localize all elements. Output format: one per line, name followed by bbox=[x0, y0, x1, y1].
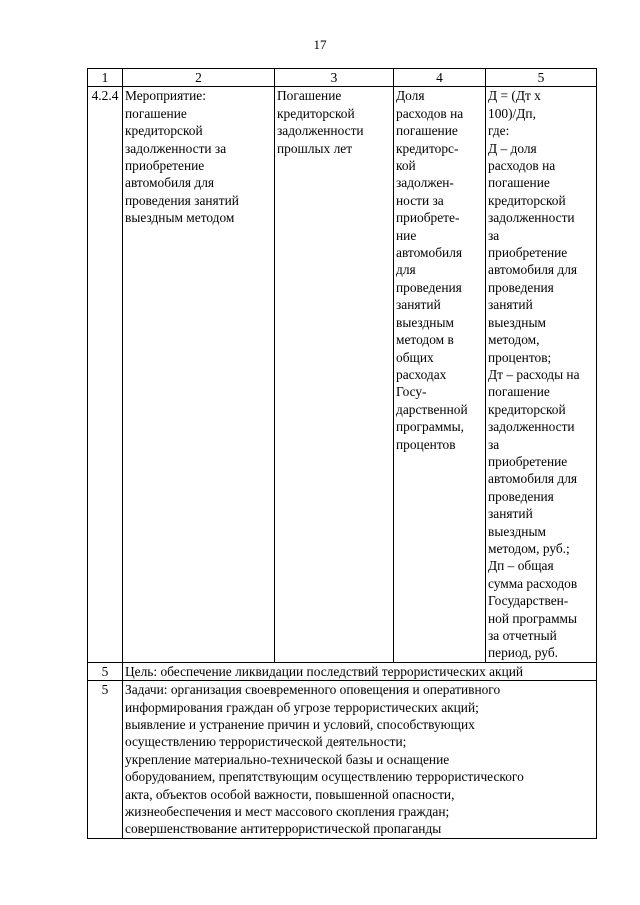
table-row-4-2-4 bbox=[88, 87, 597, 662]
indicator-definition-cell: Доля расходов на погашение кредиторс- кой задолжен- ности за приобрете- ние автомобиля для проведения занятий выездным методом в общих расходах Госу- дарственной программы, процентов bbox=[394, 87, 486, 662]
goal-text-cell: Цель: обеспечение ликвидации последствий террористических акций bbox=[123, 662, 597, 680]
page-number: 17 bbox=[313, 37, 327, 52]
header-cell-2: 2 bbox=[123, 69, 275, 87]
row-number-cell: 4.2.4 bbox=[88, 87, 123, 662]
tasks-text-cell: Задачи: организация своевременного оповещения и оперативного информирования граждан об угрозе террористических акций; выявление и устранение причин и условий, способствующих осуществлению террористической деятельности; укрепление материально-технической базы и оснащение оборудованием, препятствующим осуществлению террористического акта, объектов особой важности, повышенной опасности, жизнеобеспечения и мест массового скопления граждан; совершенствование антитеррористической пропаганды bbox=[123, 681, 597, 839]
header-row bbox=[88, 69, 597, 87]
header-cell-4: 4 bbox=[394, 69, 486, 87]
indicator-name-cell: Погашение кредиторской задолженности прошлых лет bbox=[275, 87, 394, 662]
header-cell-5: 5 bbox=[486, 69, 597, 87]
event-description-cell: Мероприятие: погашение кредиторской задолженности за приобретение автомобиля для проведения занятий выездным методом bbox=[123, 87, 275, 662]
formula-cell: Д = (Дт х 100)/Дп, где: Д – доля расходов на погашение кредиторской задолженности за приобретение автомобиля для проведения занятий выездным методом, процентов; Дт – расходы на погашение кредиторской задолженности за приобретение автомобиля для проведения занятий выездным методом, руб.; Дп – общая сумма расходов Государствен- ной программы за отчетный период, руб. bbox=[486, 87, 597, 662]
goal-row bbox=[88, 662, 597, 680]
tasks-number-cell: 5 bbox=[88, 681, 123, 839]
tasks-row bbox=[88, 681, 597, 839]
indicators-table bbox=[87, 68, 597, 839]
header-cell-3: 3 bbox=[275, 69, 394, 87]
goal-number-cell: 5 bbox=[88, 662, 123, 680]
header-cell-1: 1 bbox=[88, 69, 123, 87]
